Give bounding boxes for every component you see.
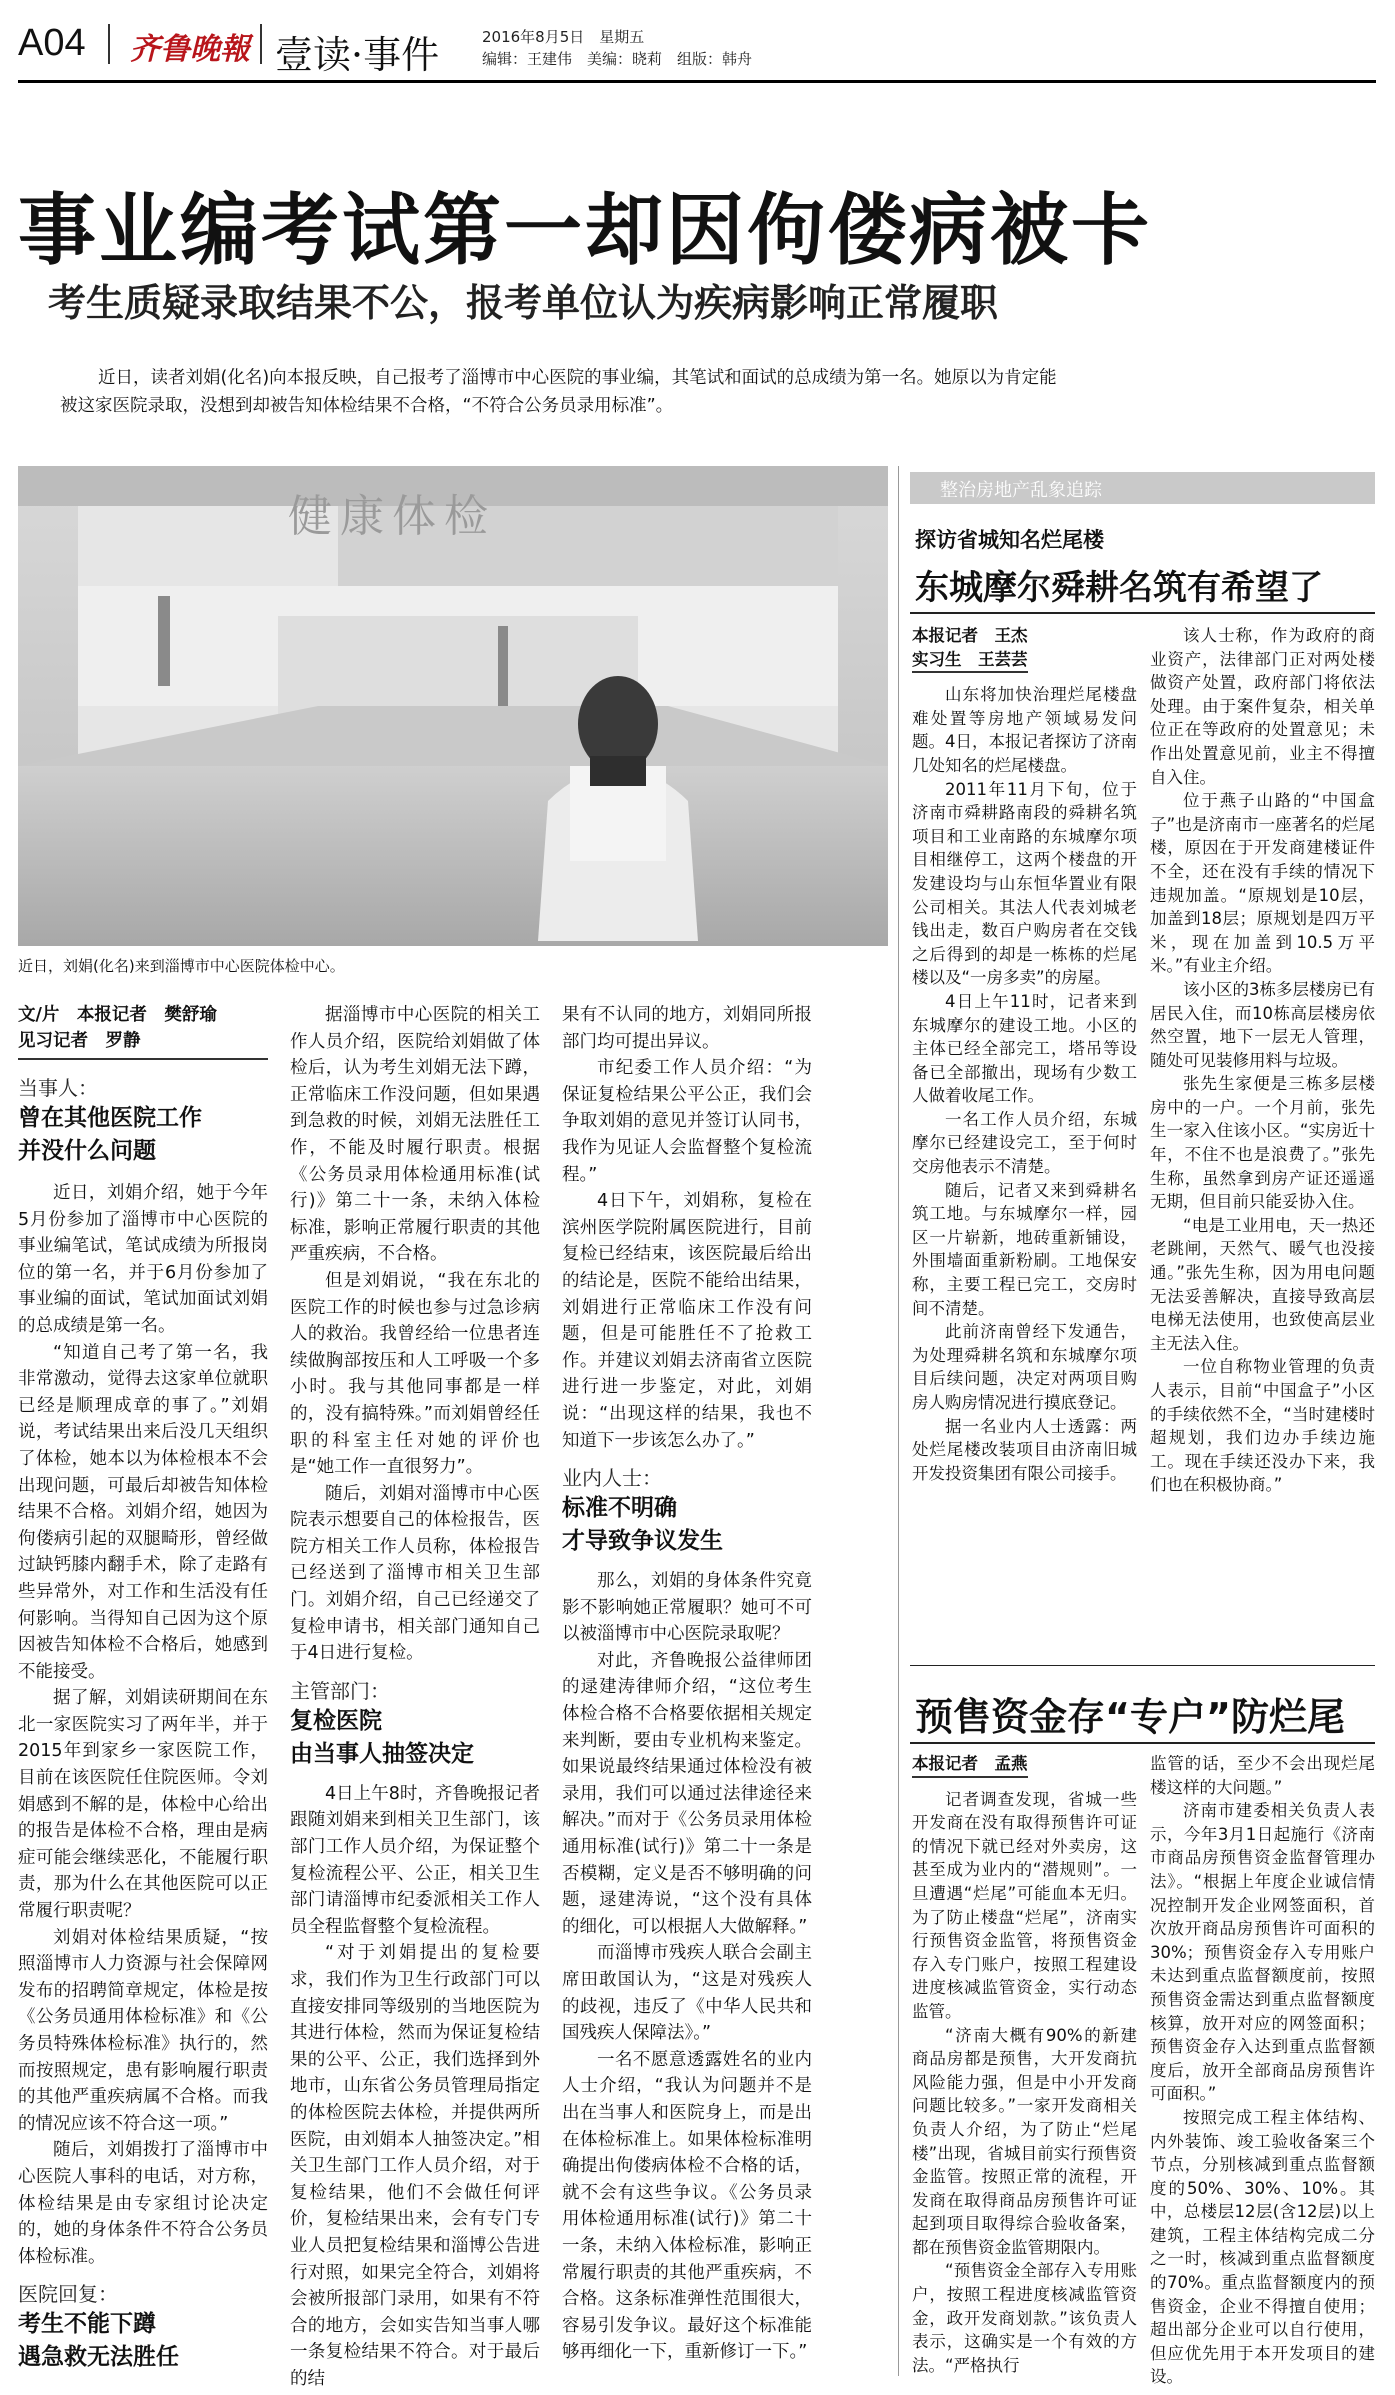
header-rule (18, 80, 1376, 83)
paragraph: 那么，刘娟的身体条件究竟影不影响她正常履职？她可不可以被淄博市中心医院录取呢？ (562, 1571, 812, 1645)
paragraph: 随后，刘娟对淄博市中心医院表示想要自己的体检报告，医院方相关工作人员称，体检报告已经送到了淄博市相关卫生部门。刘娟介绍，自己已经递交了复检申请书，相关部门通知自己于4日进行复检。 (290, 1483, 540, 1664)
paragraph: 随后，记者又来到舜耕名筑工地。与东城摩尔一样，园区一片崭新，地砖重新铺设，外围墙面重新粉刷。工地保安称，主要工程已完工，交房时间不清楚。 (912, 1180, 1137, 1318)
editors-line: 编辑：王建伟 美编：晓莉 组版：韩舟 (482, 50, 753, 68)
paragraph: 一名不愿意透露姓名的业内人士介绍，“我认为问题并不是出在当事人和医院身上，而是出在体检标准上。如果体检标准明确提出佝偻病体检不合格的话，就不会有这些争议。《公务员录用体检通用标准(试行)》第二十一条，未纳入体检标准，影响正常履行职责的其他严重疾病，不合格。这条标准弹性范围很大，容易引发争议。最好这个标准能够再细化一下，重新修订一下。” (562, 2049, 812, 2363)
subsection-heading: 标准不明确 (562, 1495, 677, 1522)
paragraph: 据一名业内人士透露：两处烂尾楼改装项目由济南旧城开发投资集团有限公司接手。 (912, 1416, 1137, 1483)
byline: 见习记者 罗静 (18, 1031, 141, 1051)
right-article-headline: 东城摩尔舜耕名筑有希望了 (915, 568, 1323, 608)
subsection-heading: 考生不能下蹲 (18, 2311, 156, 2338)
tracking-box-label: 整治房地产乱象追踪 (940, 480, 1102, 501)
paragraph: 刘娟对体检结果质疑，“按照淄博市人力资源与社会保障网发布的招聘简章规定，体检是按《公务员通用体检标准》和《公务员特殊体检标准》执行的，然而按照规定，患有影响履行职责的其他严重疾病属不合格。而我的情况应该不符合这一项。” (18, 1927, 268, 2134)
paragraph: “济南大概有90%的新建商品房都是预售，大开发商抗风险能力强，但是中小开发商问题比较多。”一家开发商相关负责人介绍，为了防止“烂尾楼”出现，省城目前实行预售资金监管。按照正常的流程，开发商在取得商品房预售许可证起到项目取得综合验收备案，都在预售资金监管期限内。 (912, 2025, 1137, 2257)
byline: 本报记者 王杰 (912, 626, 1028, 645)
article-column-3 (562, 1002, 812, 2366)
byline: 本报记者 孟燕 (912, 1752, 1028, 1778)
paragraph: “对于刘娟提出的复检要求，我们作为卫生行政部门可以直接安排同等级别的当地医院为其进行体检，然而为保证复检结果的公平、公正，我们选择到外地市，山东省公务员管理局指定的体检医院去体检，并提供两所医院，由刘娟本人抽签决定。”相关卫生部门工作人员介绍，对于复检结果，他们不会做任何评价，复检结果出来，会有专门专业人员把复检结果和淄博公告进行对照，如果完全符合，刘娟将会被所报部门录用，如果有不符合的地方，会如实告知当事人哪一条复检结果不符合。对于最后的结 (290, 1943, 540, 2389)
subsection-kicker: 当事人： (18, 1076, 98, 1100)
paragraph: 一位自称物业管理的负责人表示，目前“中国盒子”小区的手续依然不全，“当时建楼时超规划，我们边办手续边施工。现在手续还没办下来，我们也在积极协商。” (1150, 1357, 1375, 1495)
photo-sign-text: 健康体检 (288, 491, 496, 542)
paragraph: “预售资金全部存入专用账户，按照工程进度核减监管资金，政开发商划款。”该负责人表示，这确实是一个有效的方法。“严格执行 (912, 2261, 1137, 2375)
paragraph: 按照完成工程主体结构、内外装饰、竣工验收备案三个节点，分别核减到重点监督额度的50%、30%、10%。其中，总楼层12层(含12层)以上建筑，工程主体结构完成二分之一时，核减到重点监督额度的70%。重点监督额度内的预售资金，企业不得擅自使用；超出部分企业可以自行使用，但应优先用于本开发项目的建设。 (1150, 2107, 1375, 2387)
headline-rule (910, 1742, 1375, 1744)
header-divider (108, 24, 110, 64)
newspaper-logo: 齐鲁晚報 (130, 32, 250, 67)
paragraph: 4日上午11时，记者来到东城摩尔的建设工地。小区的主体已经全部完工，塔吊等设备已全部撤出，现场有少数工人做着收尾工作。 (912, 991, 1137, 1106)
paragraph: 果有不认同的地方，刘娟同所报部门均可提出异议。 (562, 1005, 812, 1052)
paragraph: 一名工作人员介绍，东城摩尔已经建设完工，至于何时交房他表示不清楚。 (912, 1109, 1137, 1177)
article-subheadline: 考生质疑录取结果不公，报考单位认为疾病影响正常履职 (48, 281, 999, 325)
paragraph: 2011年11月下旬，位于济南市舜耕路南段的舜耕名筑项目和工业南路的东城摩尔项目相继停工，这两个楼盘的开发建设均与山东恒华置业有限公司相关。其法人代表刘城老钱出走，数百户购房者在交钱之后得到的却是一栋栋的烂尾楼以及“一房多卖”的房屋。 (912, 779, 1137, 988)
byline-rule (18, 1058, 268, 1060)
paragraph: 据淄博市中心医院的相关工作人员介绍，医院给刘娟做了体检后，认为考生刘娟无法下蹲，正常临床工作没问题，但如果遇到急救的时候，刘娟无法胜任工作，不能及时履行职责。根据《公务员录用体检通用标准(试行)》第二十一条，未纳入体检标准，影响正常履行职责的其他严重疾病，不合格。 (290, 1005, 540, 1265)
paragraph: 近日，刘娟介绍，她于今年5月份参加了淄博市中心医院的事业编笔试，笔试成绩为所报岗位的第一名，并于6月份参加了事业编的面试，笔试加面试刘娟的总成绩是第一名。 (18, 1183, 268, 1336)
article-column-2 (290, 1002, 540, 2393)
paragraph: 4日上午8时，齐鲁晚报记者跟随刘娟来到相关卫生部门，该部门工作人员介绍，为保证整个复检流程公平、公正，相关卫生部门请淄博市纪委派相关工作人员全程监督整个复检流程。 (290, 1783, 540, 1937)
header-divider (260, 24, 262, 64)
paragraph: 但是刘娟说，“我在东北的医院工作的时候也参与过急诊病人的救治。我曾经给一位患者连续做胸部按压和人工呼吸一个多小时。我与其他同事都是一样的，没有搞特殊。”而刘娟曾经任职的科室主任对她的评价也是“她工作一直很努力”。 (290, 1270, 540, 1478)
subsection-heading: 由当事人抽签决定 (290, 1740, 474, 1767)
subsection-heading: 并没什么问题 (18, 1138, 156, 1164)
subsection-heading: 遇急救无法胜任 (18, 2344, 179, 2371)
paragraph: 而淄博市残疾人联合会副主席田敢国认为，“这是对残疾人的歧视，违反了《中华人民共和国残疾人保障法》。” (562, 1943, 812, 2044)
paragraph: 4日下午，刘娟称，复检在滨州医学院附属医院进行，目前复检已经结束，该医院最后给出的结论是，医院不能给出结果，刘娟进行正常临床工作没有问题，但是可能胜任不了抢救工作。并建议刘娟去济南省立医院进行进一步鉴定，对此，刘娟说：“出现这样的结果，我也不知道下一步该怎么办了。” (562, 1191, 812, 1451)
byline: 文/片 本报记者 樊舒瑜 (18, 1005, 217, 1025)
right-article-kicker: 探访省城知名烂尾楼 (915, 528, 1104, 552)
subsection-kicker: 主管部门： (290, 1678, 390, 1703)
column-divider (898, 466, 899, 2376)
paragraph: 张先生家便是三栋多层楼房中的一户。一个月前，张先生一家入住该小区。“实房近十年，不住不也是浪费了。”张先生称，虽然拿到房产证还遥遥无期，但目前只能妥协入住。 (1150, 1074, 1375, 1212)
paragraph: 据了解，刘娟读研期间在东北一家医院实习了两年半，并于2015年到家乡一家医院工作，目前在该医院任住院医师。令刘娟感到不解的是，体检中心给出的报告是体检不合格，理由是病症可能会继续恶化，不能履行职责，那为什么在其他医院可以正常履行职责呢？ (18, 1688, 268, 1922)
tracking-box-header (910, 472, 1375, 504)
subsection-heading: 才导致争议发生 (562, 1528, 723, 1555)
paragraph: 随后，刘娟拨打了淄博市中心医院人事科的电话，对方称，体检结果是由专家组讨论决定的，她的身体条件不符合公务员体检标准。 (18, 2140, 268, 2267)
article-photo (18, 466, 888, 946)
paragraph: 监管的话，至少不会出现烂尾楼这样的大问题。” (1150, 1754, 1375, 1797)
right-column-a (912, 624, 1137, 1485)
presale-column-a (912, 1752, 1137, 2377)
presale-column-b (1150, 1752, 1375, 2389)
paragraph: 记者调查发现，省城一些开发商在没有取得预售许可证的情况下就已经对外卖房，这甚至成为业内的“潜规则”。一旦遭遇“烂尾”可能血本无归。为了防止楼盘“烂尾”，济南实行预售资金监管，将预售资金存入专门账户，按照工程建设进度核减监管资金，实行动态监管。 (912, 1789, 1137, 2021)
subsection-kicker: 业内人士： (562, 1466, 662, 1491)
paragraph: 济南市建委相关负责人表示，今年3月1日起施行《济南市商品房预售资金监督管理办法》。“根据上年度企业诚信情况控制开发企业网签面积，首次放开商品房预售许可面积的30%；预售资金存入专用账户未达到重点监督额度前，按照预售资金需达到重点监督额度核算，放开对应的网签面积；预售资金存入达到重点监督额度后，放开全部商品房预售许可面积。” (1150, 1801, 1375, 2104)
subsection-heading: 复检医院 (290, 1707, 382, 1734)
paragraph: 该人士称，作为政府的商业资产，法律部门正对两处楼做资产处置，政府部门将依法处理。由于案件复杂，相关单位正在等政府的处置意见；未作出处置意见前，业主不得擅自入住。 (1150, 626, 1375, 787)
byline: 实习生 王芸芸 (912, 648, 1028, 674)
section-rule (910, 1665, 1375, 1666)
section-name: 壹读·事件 (275, 33, 440, 77)
date-line: 2016年8月5日 星期五 (482, 28, 645, 46)
page-number: A04 (18, 22, 86, 64)
right-column-b (1150, 624, 1375, 1497)
presale-headline: 预售资金存“专户”防烂尾 (915, 1695, 1345, 1739)
paragraph: 市纪委工作人员介绍：“为保证复检结果公平公正，我们会争取刘娟的意见并签订认同书，我作为见证人会监督整个复检流程。” (562, 1058, 812, 1185)
subsection-kicker: 医院回复： (18, 2282, 118, 2307)
photo-caption: 近日，刘娟(化名)来到淄博市中心医院体检中心。 (18, 957, 345, 975)
paragraph: 对此，齐鲁晚报公益律师团的逯建涛律师介绍，“这位考生体检合格不合格要依据相关规定来判断，要由专业机构来鉴定。如果说最终结果通过体检没有被录用，我们可以通过法律途径来解决。”而对于《公务员录用体检通用标准(试行)》第二十一条是否模糊，定义是否不够明确的问题，逯建涛说，“这个没有具体的细化，可以根据人大做解释。” (562, 1650, 812, 1937)
paragraph: “知道自己考了第一名，我非常激动，觉得去这家单位就职已经是顺理成章的事了。”刘娟说，考试结果出来后没几天组织了体检，她本以为体检根本不会出现问题，可最后却被告知体检结果不合格。刘娟介绍，她因为佝偻病引起的双腿畸形，曾经做过缺钙膝内翻手术，除了走路有些异常外，对工作和生活没有任何影响。当得知自己因为这个原因被告知体检不合格后，她感到不能接受。 (18, 1342, 268, 1682)
article-headline: 事业编考试第一却因佝偻病被卡 (18, 186, 1153, 276)
subsection-heading: 曾在其他医院工作 (18, 1105, 202, 1131)
headline-rule (910, 612, 1375, 614)
article-column-1 (18, 1002, 268, 2374)
article-lead: 近日，读者刘娟(化名)向本报反映，自己报考了淄博市中心医院的事业编，其笔试和面试的总成绩为第一名。她原以为肯定能被这家医院录取，没想到却被告知体检结果不合格，“不符合公务员录用标准”。 (60, 368, 1057, 416)
paragraph: “电是工业用电，天一热还老跳闸，天然气、暖气也没接通。”张先生称，因为用电问题无法妥善解决，直接导致高层电梯无法使用，也致使高层业主无法入住。 (1150, 1215, 1375, 1353)
paragraph: 位于燕子山路的“中国盒子”也是济南市一座著名的烂尾楼，原因在于开发商建楼证件不全，还在没有手续的情况下违规加盖。“原规划是10层，加盖到18层；原规划是四万平米，现在加盖到10.5万平米。”有业主介绍。 (1150, 791, 1375, 976)
paragraph: 山东将加快治理烂尾楼盘难处置等房地产领域易发问题。4日，本报记者探访了济南几处知名的烂尾楼盘。 (912, 685, 1137, 775)
paragraph: 该小区的3栋多层楼房已有居民入住，而10栋高层楼房依然空置，地下一层无人管理，随处可见装修用料与垃圾。 (1150, 979, 1375, 1070)
paragraph: 此前济南曾经下发通告，为处理舜耕名筑和东城摩尔项目后续问题，决定对两项目购房人购房情况进行摸底登记。 (912, 1322, 1137, 1412)
